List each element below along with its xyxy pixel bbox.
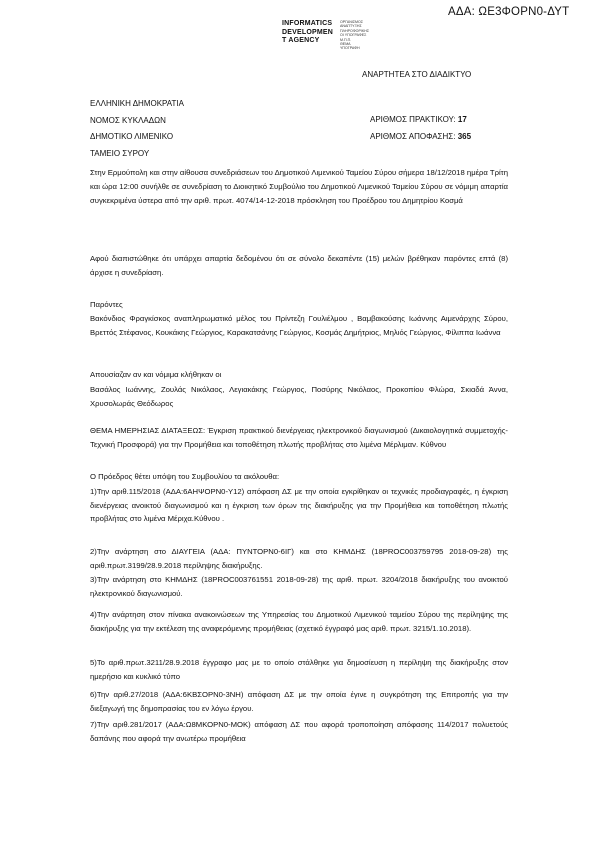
list-item: 2)Την ανάρτηση στο ΔΙΑΥΓΕΙΑ (ΑΔΑ: ΠΥΝΤΟΡΝ0-6ΙΓ) και στο ΚΗΜΔΗΣ (18PROC003759795 2018-09-28) της αριθ.πρωτ.3199/28.9.2018 περίληψης διακήρυξης.	[90, 547, 508, 570]
logo-title: INFORMATICS DEVELOPMEN T AGENCY	[282, 20, 334, 44]
agency-logo	[282, 20, 372, 51]
post-online-note: ΑΝΑΡΤΗΤΕΑ ΣΤΟ ΔΙΑΔΙΚΤΥΟ	[362, 70, 472, 79]
logo-signature-block: ΟΡΓΑΝΙΣΜΟΣ ΑΝΑΠΤΥΞΗΣ ΠΛΗΡΟΦΟΡΙΚΗΣ ΟΙ ΥΠΟΓΡΑΦΕΣ Μ.Π.Π. ΘΕΜΑ ΥΠΟΓΡΑΦΗ	[340, 20, 370, 51]
absent-members: Βασάλος Ιωάννης, Ζουλάς Νικόλαος, Λεγιακάκης Γεώργιος, Ποσύρης Νικόλαος, Προκοπίου Φλώρα, Σκιαδά Άννα, Χρυσολωράς Θεόδωρος	[90, 385, 508, 409]
prefecture-line: ΝΟΜΟΣ ΚΥΚΛΑΔΩΝ	[90, 115, 166, 125]
list-item: 3)Την ανάρτηση στο ΚΗΜΔΗΣ (18PROC003761551 2018-09-28) της αριθ. πρωτ. 3204/2018 διακήρυξης του ανοικτού ηλεκτρονικού διαγωνισμού.	[90, 575, 508, 598]
present-label: Παρόντες	[90, 300, 123, 309]
present-members: Βακόνδιος Φραγκίσκος αναπληρωματικό μέλος του Πρίντεζη Γουλιέλμου , Βαμβακούσης Ιωάννης Αιμενάρχης Σύρου, Βρεττός Στέφανος, Κουκάκης Γεώργιος, Καρακατσάνης Γεώργιος, Κοσμάς Δημήτριος, Μηλιός Γεώργιος, Φίλιππα Ιωάννα	[90, 314, 508, 338]
fund-line: ΤΑΜΕΙΟ ΣΥΡΟΥ	[90, 148, 150, 158]
quorum-paragraph: Αφού διαπιστώθηκε ότι υπάρχει απαρτία δεδομένου ότι σε σύνολο δεκαπέντε (15) μελών βρέθηκαν παρόντες επτά (8) άρχισε η συνεδρίαση.	[90, 254, 508, 278]
intro-paragraph: Στην Ερμούπολη και στην αίθουσα συνεδριάσεων του Δημοτικού Λιμενικού Ταμείου Σύρου σήμερα 18/12/2018 ημέρα Τρίτη και ώρα 12:00 συνήλθε σε συνεδρίαση το Διοικητικό Συμβούλιο του Δημοτικού Λιμενικού Ταμείου Σύρου σε νόμιμη απαρτία συγκεκριμένα ύστερα από την αριθ. πρωτ. 4074/14-12-2018 πρόσκληση του Προέδρου του Δημητρίου Κοσμά	[90, 168, 508, 206]
decision-number: ΑΡΙΘΜΟΣ ΑΠΟΦΑΣΗΣ: 365	[370, 131, 472, 141]
ada-code: ΑΔΑ: ΩΕ3ΦΟΡΝ0-ΔΥΤ	[448, 6, 570, 18]
country-line: ΕΛΛΗΝΙΚΗ ΔΗΜΟΚΡΑΤΙΑ	[90, 99, 184, 108]
minutes-number: ΑΡΙΘΜΟΣ ΠΡΑΚΤΙΚΟΥ: 17	[370, 115, 467, 124]
president-intro: Ο Πρόεδρος θέτει υπόψη του Συμβουλίου τα ακόλουθα:	[90, 472, 280, 481]
list-item: 1)Την αριθ.115/2018 (ΑΔΑ:6ΑΗΨΟΡΝ0-Υ12) απόφαση ΔΣ με την οποία εγκρίθηκαν οι τεχνικές προδιαγραφές, η έγκριση διενέργειας ανοικτού διαγωνισμού και η έγκριση των όρων της διακήρυξης για την Προμήθεια και τοποθέτηση πλωτής προβλήτας στο λιμένα Μέριχα.Κύθνου .	[90, 487, 508, 524]
list-item: 5)Το αριθ.πρωτ.3211/28.9.2018 έγγραφο μας με το οποίο στάλθηκε για δημοσίευση η περίληψη της διακήρυξης στον ημερήσιο και κυκλικό τύπο	[90, 658, 508, 681]
list-item: 4)Την ανάρτηση στον πίνακα ανακοινώσεων της Υπηρεσίας του Δημοτικού Λιμενικού ταμείου Σύρου της περίληψης της διακήρυξης για την εκτέλεση της αναφερόμενης προμήθειας (σχετικό έγγραφό μας αριθ. πρωτ. 3215/1.10.2018).	[90, 610, 508, 633]
authority-line: ΔΗΜΟΤΙΚΟ ΛΙΜΕΝΙΚΟ	[90, 132, 174, 141]
absent-label: Απουσίαζαν αν και νόμιμα κλήθηκαν οι	[90, 370, 222, 379]
authority-header	[90, 96, 184, 162]
agenda-subject: ΘΕΜΑ ΗΜΕΡΗΣΙΑΣ ΔΙΑΤΑΞΕΩΣ: Έγκριση πρακτικού διενέργειας ηλεκτρονικού διαγωνισμού (Δικαιολογητικά συμμετοχής-Τεχνική Προσφορά) για την Προμήθεια και τοποθέτηση πλωτής προβλήτας στο λιμένα Μέρλιμαν. Κύθνου	[90, 426, 508, 450]
list-item: 7)Την αριθ.281/2017 (ΑΔΑ:Ω8ΜΚΟΡΝ0-ΜΟΚ) απόφαση ΔΣ που αφορά τροποποίηση απόφασης 114/2017 πολυετούς δαπάνης που αφορά την ανωτέρω προμήθεια	[90, 720, 508, 743]
reference-numbers	[370, 112, 471, 145]
list-item: 6)Την αριθ.27/2018 (ΑΔΑ:6ΚΒΣΟΡΝ0-3ΝΗ) απόφαση ΔΣ με την οποία έγινε η συγκρότηση της Επιτροπής για την διεξαγωγή της δημοπρασίας του εν λόγω έργου.	[90, 690, 508, 713]
